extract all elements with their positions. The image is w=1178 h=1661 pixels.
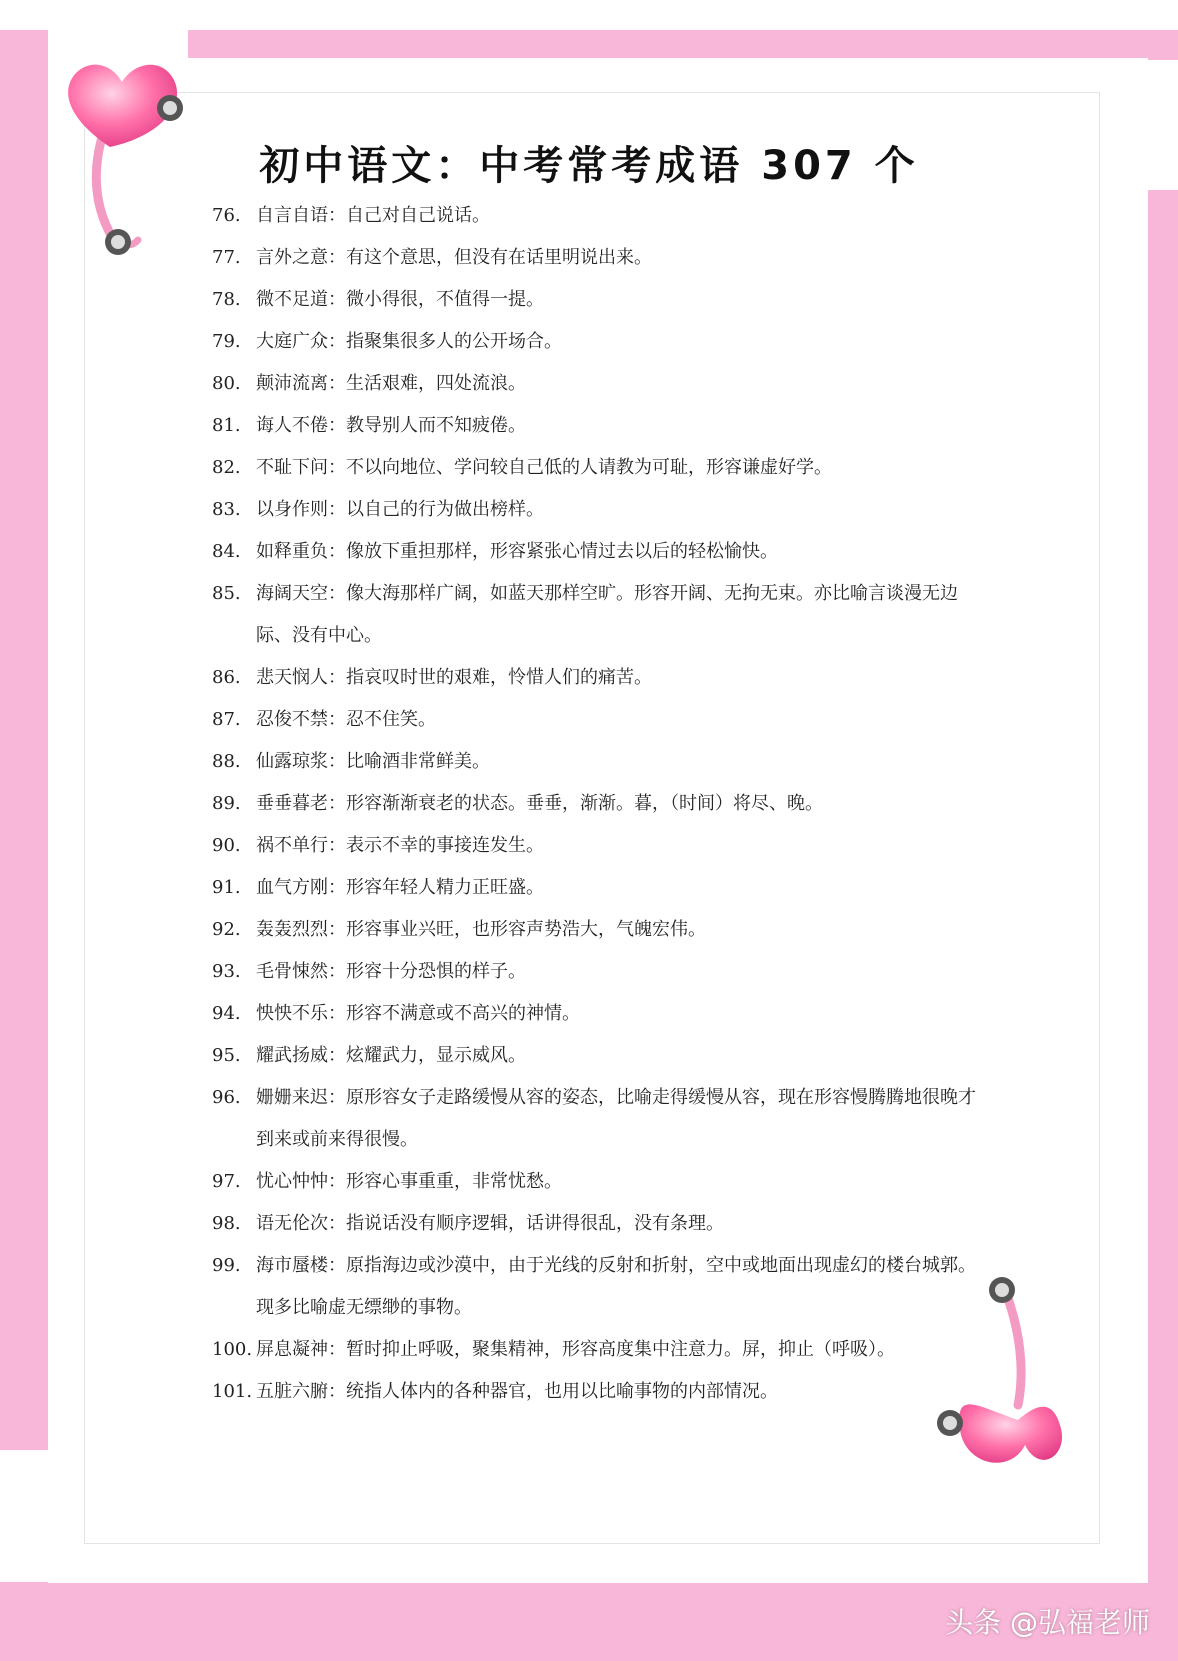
list-item	[212, 1371, 992, 1413]
item-number: 96.	[212, 1087, 241, 1108]
item-number: 81.	[212, 415, 241, 436]
item-number: 84.	[212, 541, 241, 562]
list-item	[212, 1161, 992, 1203]
item-text: 仙露琼浆：比喻酒非常鲜美。	[256, 751, 490, 772]
list-item	[212, 699, 992, 741]
item-text: 自言自语：自己对自己说话。	[256, 205, 490, 226]
item-text: 血气方刚：形容年轻人精力正旺盛。	[256, 877, 544, 898]
list-item	[212, 909, 992, 951]
idiom-list	[212, 195, 992, 1413]
list-item	[212, 951, 992, 993]
list-item	[212, 489, 992, 531]
item-number: 101.	[212, 1381, 253, 1402]
item-number: 79.	[212, 331, 241, 352]
list-item	[212, 657, 992, 699]
frame-band-top	[188, 30, 1178, 60]
item-number: 80.	[212, 373, 241, 394]
list-item	[212, 783, 992, 825]
item-number: 77.	[212, 247, 241, 268]
item-number: 78.	[212, 289, 241, 310]
list-item	[212, 741, 992, 783]
item-text: 怏怏不乐：形容不满意或不高兴的神情。	[256, 1003, 580, 1024]
list-item	[212, 405, 992, 447]
item-text: 五脏六腑：统指人体内的各种器官，也用以比喻事物的内部情况。	[256, 1381, 778, 1402]
item-number: 91.	[212, 877, 241, 898]
item-number: 86.	[212, 667, 241, 688]
item-text: 大庭广众：指聚集很多人的公开场合。	[256, 331, 562, 352]
frame-band-right	[1148, 190, 1178, 1590]
item-text: 悲天悯人：指哀叹时世的艰难，怜惜人们的痛苦。	[256, 667, 652, 688]
list-item	[212, 1329, 992, 1371]
list-item	[212, 447, 992, 489]
watermark: 头条 @弘福老师	[945, 1606, 1150, 1639]
item-text: 垂垂暮老：形容渐渐衰老的状态。垂垂，渐渐。暮，（时间）将尽、晚。	[256, 793, 823, 814]
item-number: 82.	[212, 457, 241, 478]
list-item	[212, 1203, 992, 1245]
item-number: 85.	[212, 583, 241, 604]
item-text: 微不足道：微小得很，不值得一提。	[256, 289, 544, 310]
item-number: 88.	[212, 751, 241, 772]
item-number: 99.	[212, 1255, 241, 1276]
list-item	[212, 363, 992, 405]
item-text: 轰轰烈烈：形容事业兴旺，也形容声势浩大，气魄宏伟。	[256, 919, 706, 940]
item-text: 忍俊不禁：忍不住笑。	[256, 709, 436, 730]
item-text: 姗姗来迟：原形容女子走路缓慢从容的姿态，比喻走得缓慢从容，现在形容慢腾腾地很晚才到来或前来得很慢。	[256, 1087, 976, 1150]
frame-band-left	[0, 30, 48, 1450]
page-title: 初中语文：中考常考成语 307 个	[259, 143, 919, 189]
list-item	[212, 237, 992, 279]
list-item	[212, 993, 992, 1035]
list-item	[212, 279, 992, 321]
item-number: 93.	[212, 961, 241, 982]
item-text: 语无伦次：指说话没有顺序逻辑，话讲得很乱，没有条理。	[256, 1213, 724, 1234]
item-text: 海阔天空：像大海那样广阔，如蓝天那样空旷。形容开阔、无拘无束。亦比喻言谈漫无边际、没有中心。	[256, 583, 958, 646]
item-number: 83.	[212, 499, 241, 520]
item-text: 颠沛流离：生活艰难，四处流浪。	[256, 373, 526, 394]
item-text: 如释重负：像放下重担那样，形容紧张心情过去以后的轻松愉快。	[256, 541, 778, 562]
item-text: 屏息凝神：暂时抑止呼吸，聚集精神，形容高度集中注意力。屏，抑止（呼吸）。	[256, 1339, 895, 1360]
item-text: 海市蜃楼：原指海边或沙漠中，由于光线的反射和折射，空中或地面出现虚幻的楼台城郭。现多比喻虚无缥缈的事物。	[256, 1255, 976, 1318]
item-text: 诲人不倦：教导别人而不知疲倦。	[256, 415, 526, 436]
item-text: 毛骨悚然：形容十分恐惧的样子。	[256, 961, 526, 982]
item-number: 90.	[212, 835, 241, 856]
item-text: 耀武扬威：炫耀武力，显示威风。	[256, 1045, 526, 1066]
list-item	[212, 825, 992, 867]
list-item	[212, 867, 992, 909]
list-item	[212, 531, 992, 573]
item-number: 100.	[212, 1339, 253, 1360]
item-number: 76.	[212, 205, 241, 226]
item-number: 87.	[212, 709, 241, 730]
list-item	[212, 1035, 992, 1077]
item-text: 以身作则：以自己的行为做出榜样。	[256, 499, 544, 520]
item-number: 95.	[212, 1045, 241, 1066]
list-item	[212, 1077, 992, 1161]
item-number: 92.	[212, 919, 241, 940]
item-number: 89.	[212, 793, 241, 814]
item-number: 98.	[212, 1213, 241, 1234]
item-number: 97.	[212, 1171, 241, 1192]
item-text: 不耻下问：不以向地位、学问较自己低的人请教为可耻，形容谦虚好学。	[256, 457, 832, 478]
item-text: 言外之意：有这个意思，但没有在话里明说出来。	[256, 247, 652, 268]
item-number: 94.	[212, 1003, 241, 1024]
list-item	[212, 1245, 992, 1329]
list-item	[212, 195, 992, 237]
item-text: 忧心忡忡：形容心事重重，非常忧愁。	[256, 1171, 562, 1192]
item-text: 祸不单行：表示不幸的事接连发生。	[256, 835, 544, 856]
list-item	[212, 321, 992, 363]
list-item	[212, 573, 992, 657]
